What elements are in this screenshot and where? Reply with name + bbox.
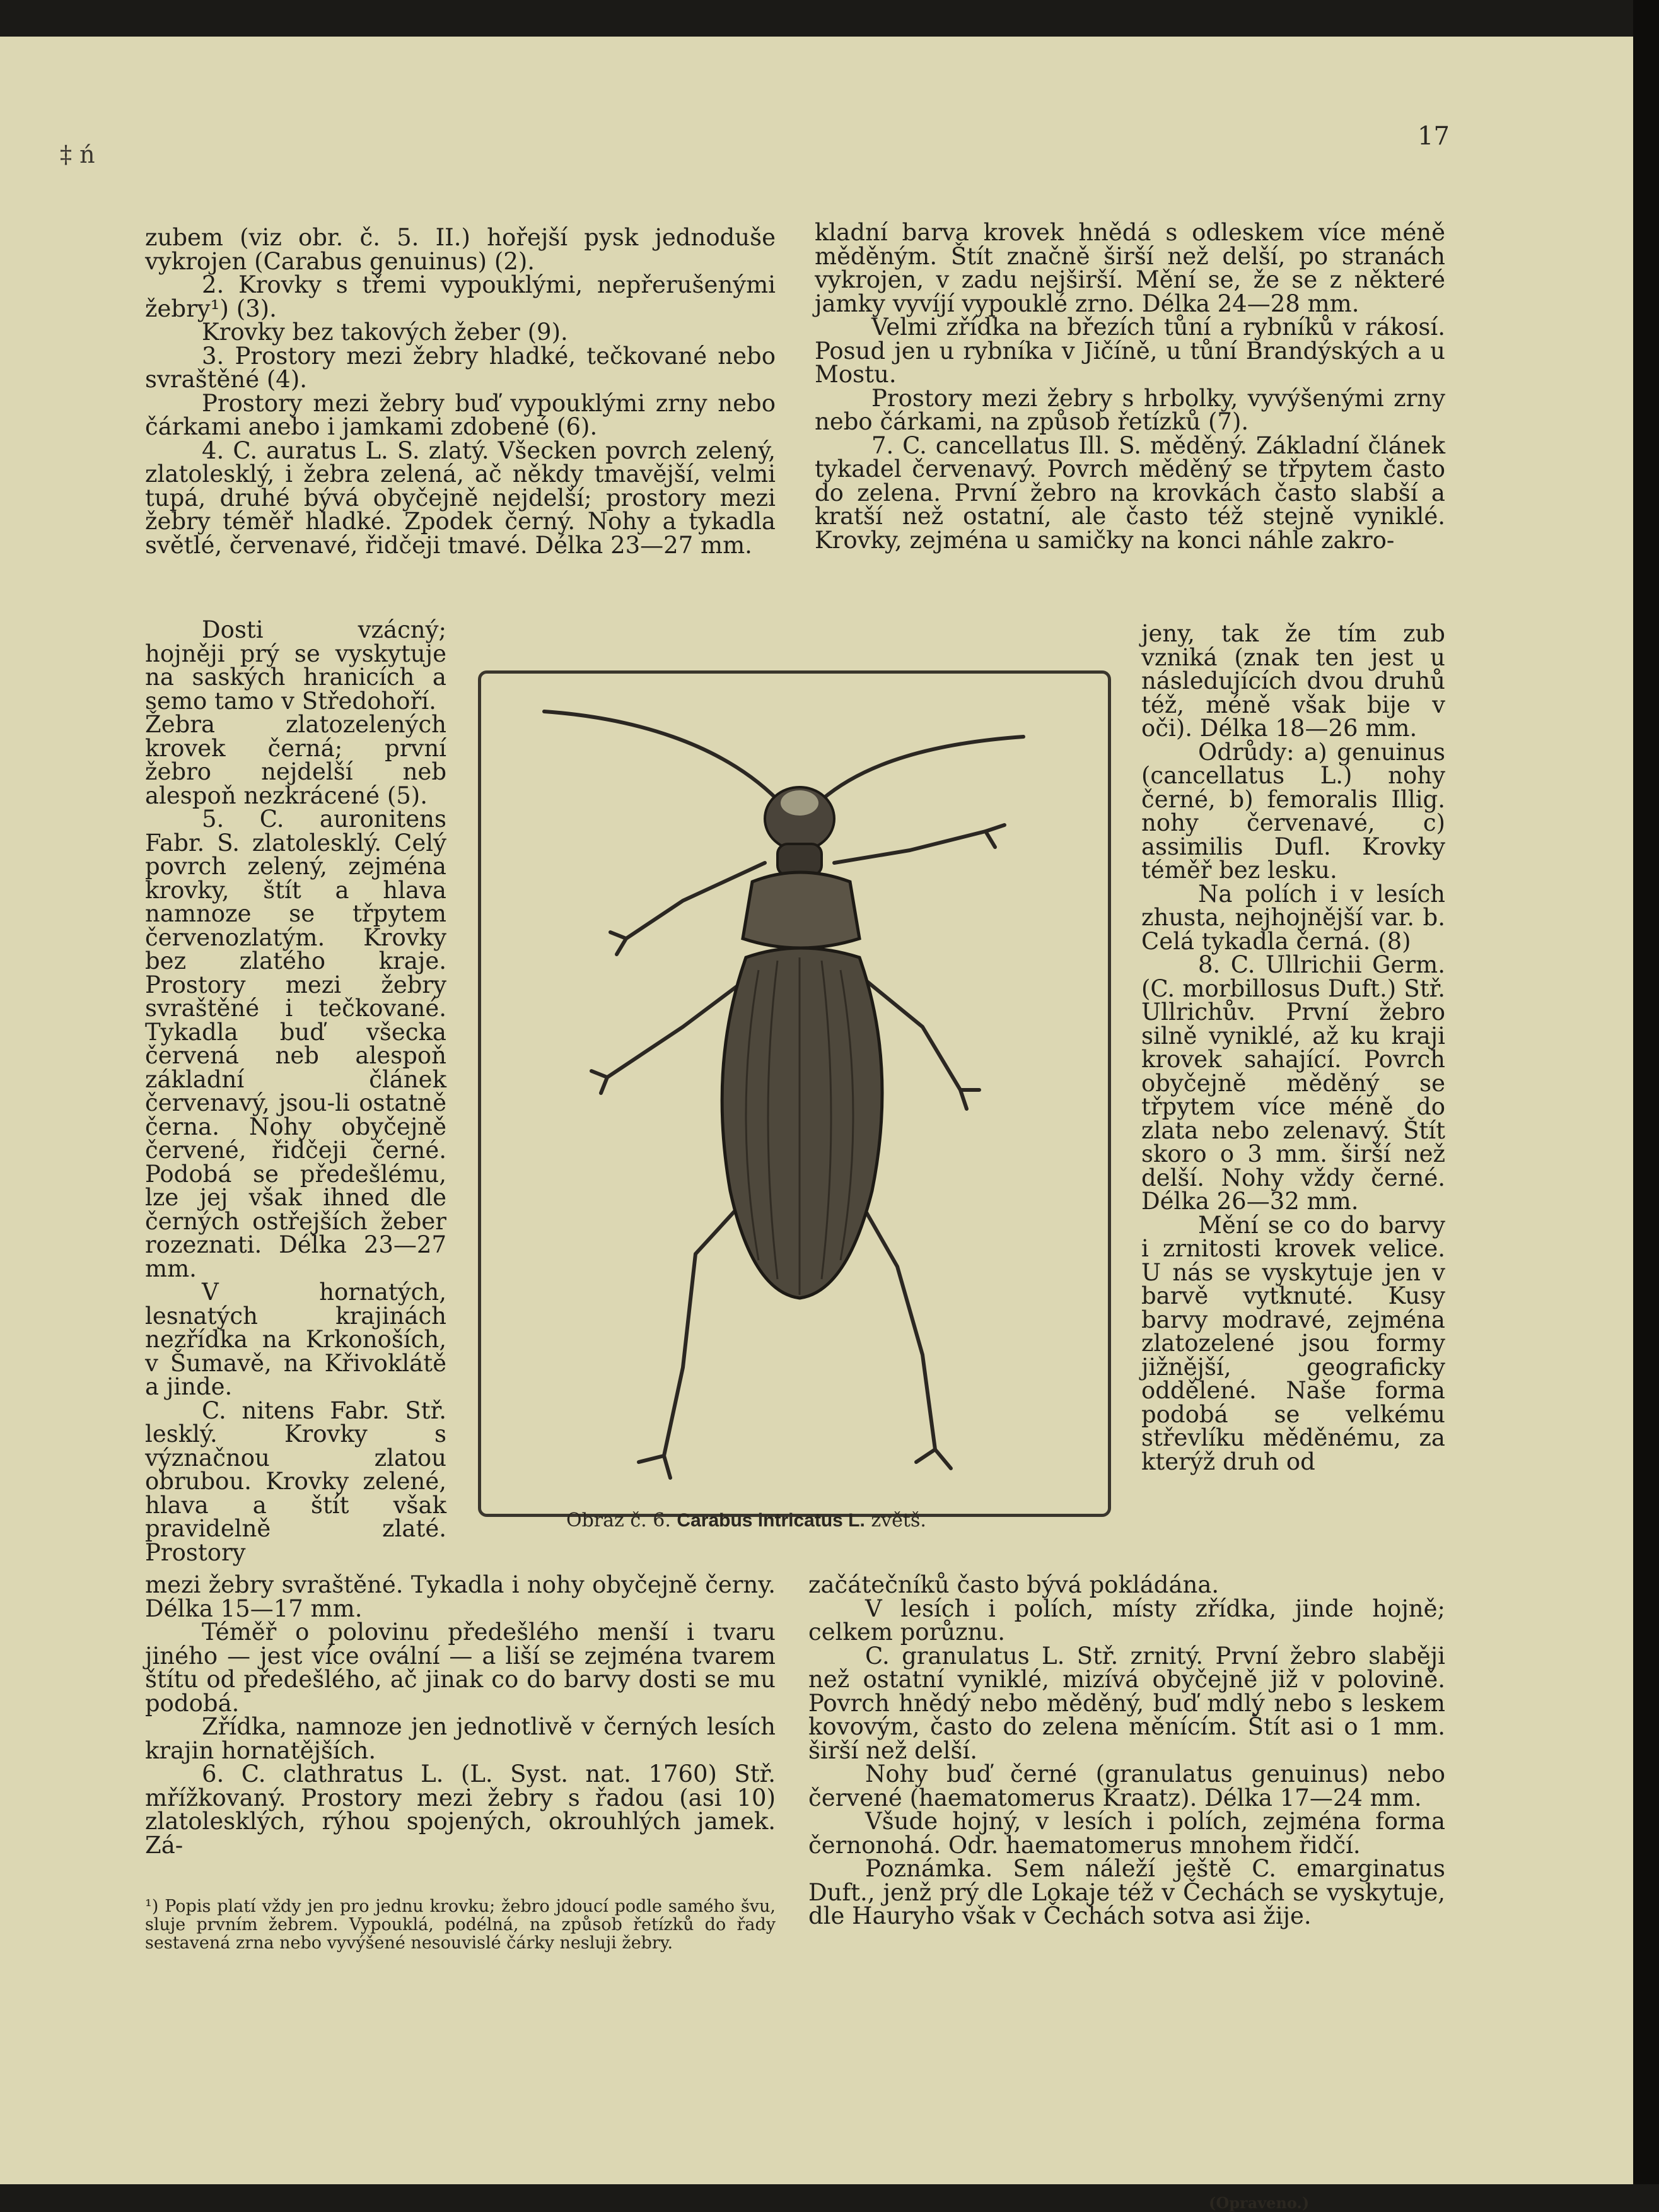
left-column-top (145, 226, 776, 557)
document-page (0, 37, 1633, 2212)
paragraph: Velmi zřídka na březích tůní a rybníků v rákosí. Posud jen u rybníka v Jičíně, u tůní Brandýských a u Mostu. (815, 313, 1445, 388)
paragraph: Mění se co do barvy i zrnitosti krovek velice. U nás se vyskytuje jen v barvě vytknuté. Kusy barvy modravé, zejména zlatozelené jsou formy jižnější, geograficky oddělené. Naše forma podobá se velkému střevlíku měděnému, za kterýž druh od (1141, 1211, 1445, 1475)
paragraph: kladní barva krovek hnědá s odleskem více méně měděným. Štít značně širší než delší, po stranách vykrojen, v zadu nejširší. Mění se, že se z některé jamky vyvíjí vypouklé zrno. Délka 24—28 mm. (815, 219, 1445, 317)
paragraph-note: Poznámka. Sem náleží ještě C. emarginatus Duft., jenž prý dle Lokaje též v Čechách se vyskytuje, dle Hauryho však v Čechách sotva asi žije. (808, 1855, 1445, 1929)
scan-edge (1633, 0, 1659, 2184)
paragraph: Všude hojný, v lesích i polích, zejména forma černonohá. Odr. haematomerus mnohem řidčí. (808, 1808, 1445, 1859)
paragraph-ullrichii: 8. C. Ullrichii Germ. (C. morbillosus Duft.) Stř. Ullrichův. První žebro silně vyniklé, až ku kraji krovek sahající. Povrch obyčejně měděný se třpytem více méně do zlata nebo zelenavý. Štít skoro o 3 mm. širší než delší. Nohy vždy černé. Délka 26—32 mm. (1141, 951, 1445, 1215)
paragraph-cancellatus: 7. C. cancellatus Ill. S. měděný. Základní článek tykadel červenavý. Povrch měděný se třpytem často do zelena. První žebro na krovkách často slabší a kratší než ostatní, ale často též stejně vyniklé. Krovky, zejména u samičky na konci náhle zakro- (815, 431, 1445, 554)
paragraph-auronitens: 5. C. auronitens Fabr. S. zlatolesklý. Celý povrch zelený, zejména krovky, štít a hlava namnoze se třpytem červenozlatým. Krovky bez zlatého kraje. Prostory mezi žebry svraštěné i tečkované. Tykadla buď všecka červená neb alespoň základní článek červenavý, jsou-li ostatně černa. Nohy obyčejně červené, řidčeji černé. Podobá se předešlému, lze jej však ihned dle černých ostřejších žeber rozeznati. Délka 23—27 mm. (145, 805, 446, 1282)
paragraph: Krovky bez takových žeber (9). (202, 319, 568, 346)
corner-note: (Opraveno.) (1209, 2194, 1310, 2212)
paragraph: Dosti vzácný; hojněji prý se vyskytuje na saských hranicích a semo tamo v Středohoří. (145, 616, 446, 715)
paragraph: Prostory mezi žebry buď vypouklými zrny nebo čárkami anebo i jamkami zdobené (6). (145, 389, 776, 440)
paragraph: Odrůdy: a) genuinus (cancellatus L.) nohy černé, b) femoralis Illig. nohy červenavé, c) assimilis Dufl. Krovky téměř bez lesku. (1141, 738, 1445, 884)
paragraph: mezi žebry svraštěné. Tykadla i nohy obyčejně černy. Délka 15—17 mm. (145, 1571, 776, 1622)
right-column-narrow (1141, 622, 1445, 1473)
paragraph-granulatus: C. granulatus L. Stř. zrnitý. První žebro slaběji než ostatní vyniklé, mizívá obyčejně již v polovině. Povrch hnědý nebo měděný, buď mdlý nebo s leskem kovovým, často do zelena měnícím. Štít asi o 1 mm. širší než delší. (808, 1642, 1445, 1764)
paragraph: 2. Krovky s třemi vypouklými, nepřerušenými žebry¹) (3). (145, 271, 776, 322)
left-column-bottom (145, 1573, 776, 1857)
paragraph: V lesích i polích, místy zřídka, jinde hojně; celkem porůznu. (808, 1595, 1445, 1646)
paragraph: Nohy buď černé (granulatus genuinus) nebo červené (haematomerus Kraatz). Délka 17—24 mm. (808, 1760, 1445, 1811)
paragraph-clathratus: 6. C. clathratus L. (L. Syst. nat. 1760) Stř. mřížkovaný. Prostory mezi žebry s řadou (asi 10) zlatolesklých, rýhou spojených, okrouhlých jamek. Zá- (145, 1760, 776, 1859)
paragraph: V hornatých, lesnatých krajinách nezřídka na Krkonoších, v Šumavě, na Křivoklátě a jinde. (145, 1279, 446, 1400)
paragraph: Téměř o polovinu předešlého menší i tvaru jiného — jest více ovální — a liší se zejména tvarem štítu od předešlého, ač jinak co do barvy dosti se mu podobá. (145, 1618, 776, 1717)
paragraph: začátečníků často bývá pokládána. (808, 1571, 1220, 1598)
caption-prefix: Obraz č. 6. (566, 1509, 671, 1531)
caption-suffix: zvětš. (871, 1509, 926, 1531)
left-column-narrow (145, 618, 446, 1564)
caption-species: Carabus intricatus L. (677, 1510, 865, 1531)
paragraph: zubem (viz obr. č. 5. II.) hořejší pysk jednoduše vykrojen (Carabus genuinus) (2). (145, 224, 776, 275)
paragraph: Prostory mezi žebry s hrbolky, vyvýšenými zrny nebo čárkami, na způsob řetízků (7). (815, 384, 1445, 435)
paragraph: 3. Prostory mezi žebry hladké, tečkované nebo svraštěné (4). (145, 342, 776, 393)
paragraph-auratus: 4. C. auratus L. S. zlatý. Všecken povrch zelený, zlatolesklý, i žebra zelená, ač někdy tmavější, velmi tupá, druhé bývá obyčejně nejdelší; prostory mezi žebry téměř hladké. Zpodek černý. Nohy a tykadla světlé, červenavé, řidčeji tmavé. Délka 23—27 mm. (145, 436, 776, 559)
right-column-top (815, 221, 1445, 552)
right-column-bottom (808, 1573, 1445, 1928)
paragraph: jeny, tak že tím zub vzniká (znak ten jest u následujících dvou druhů též, méně však bije v oči). Délka 18—26 mm. (1141, 620, 1445, 742)
page-number: 17 (1417, 122, 1450, 151)
figure-frame (478, 670, 1111, 1517)
scan-marks: ‡ ń (60, 141, 95, 168)
footnote: ¹) Popis platí vždy jen pro jednu krovku; žebro jdoucí podle samého švu, sluje prvním žebrem. Vypouklá, podélná, na způsob řetízků do řady sestavená zrna nebo vyvýšené nesouvislé čárky nesluji žebry. (145, 1897, 776, 1953)
paragraph: Žebra zlatozelených krovek černá; první žebro nejdelší neb alespoň nezkrácené (5). (145, 711, 446, 809)
paragraph-nitens: C. nitens Fabr. Stř. lesklý. Krovky s význačnou zlatou obrubou. Krovky zelené, hlava a štít však pravidelně zlaté. Prostory (145, 1396, 446, 1566)
paragraph: Na polích i v lesích zhusta, nejhojnější var. b. Celá tykadla černá. (8) (1141, 880, 1445, 955)
beetle-illustration-icon (481, 674, 1108, 1514)
figure-caption (566, 1509, 1071, 1531)
paragraph: Zřídka, namnoze jen jednotlivě v černých lesích krajin hornatějších. (145, 1713, 776, 1764)
